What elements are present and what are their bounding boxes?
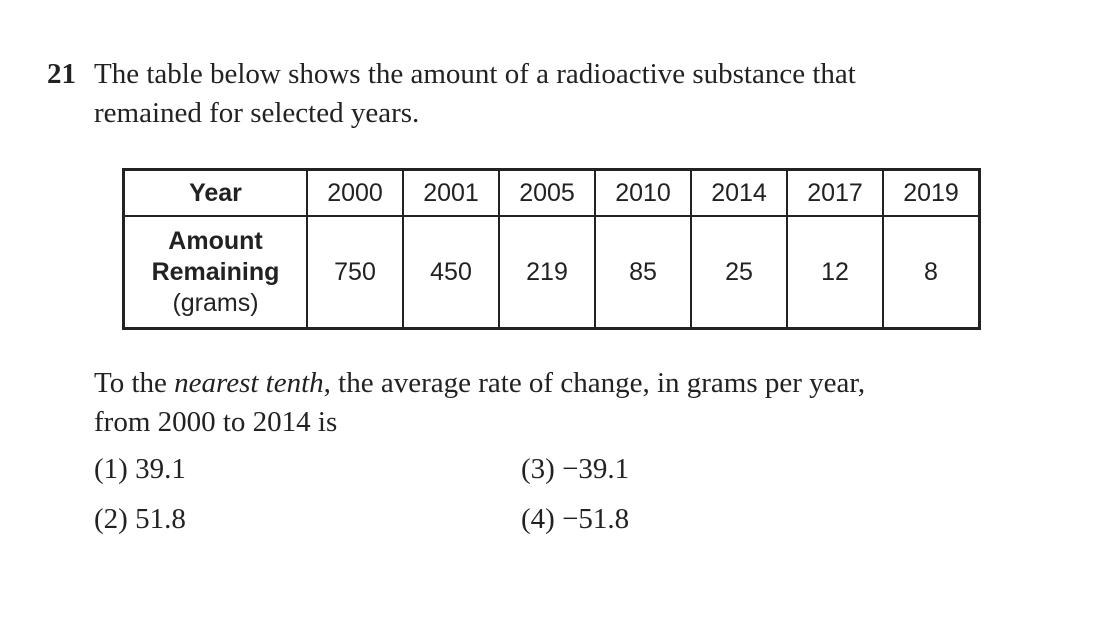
year-cell: 2010 bbox=[595, 170, 691, 217]
year-cell: 2000 bbox=[307, 170, 403, 217]
choice-4[interactable]: (4) −51.8 bbox=[521, 503, 630, 535]
year-row bbox=[124, 170, 980, 217]
year-cell: 2001 bbox=[403, 170, 499, 217]
prompt-text: To the bbox=[94, 367, 175, 399]
amount-row bbox=[124, 216, 980, 329]
year-cell: 2019 bbox=[883, 170, 980, 217]
question-number: 21 bbox=[47, 58, 76, 90]
data-table bbox=[122, 168, 981, 330]
choice-3[interactable]: (3) −39.1 bbox=[521, 453, 630, 485]
amount-cell: 8 bbox=[883, 216, 980, 329]
amount-header bbox=[124, 216, 308, 329]
year-cell: 2005 bbox=[499, 170, 595, 217]
amount-header-line1: Amount bbox=[168, 226, 263, 255]
amount-cell: 25 bbox=[691, 216, 787, 329]
amount-cell: 450 bbox=[403, 216, 499, 329]
amount-cell: 12 bbox=[787, 216, 883, 329]
amount-header-line3: (grams) bbox=[172, 288, 259, 317]
prompt-line2: from 2000 to 2014 is bbox=[94, 406, 338, 438]
question-stem-line1: The table below shows the amount of a radioactive substance that bbox=[94, 58, 856, 90]
prompt-line1 bbox=[94, 367, 865, 400]
year-cell: 2017 bbox=[787, 170, 883, 217]
question-stem-line2: remained for selected years. bbox=[94, 97, 420, 129]
prompt-emphasis: nearest tenth bbox=[174, 367, 324, 399]
year-header: Year bbox=[124, 170, 308, 217]
amount-cell: 219 bbox=[499, 216, 595, 329]
choice-2[interactable]: (2) 51.8 bbox=[94, 503, 186, 535]
amount-cell: 750 bbox=[307, 216, 403, 329]
amount-cell: 85 bbox=[595, 216, 691, 329]
prompt-text: , the average rate of change, in grams per year, bbox=[323, 367, 866, 399]
choice-1[interactable]: (1) 39.1 bbox=[94, 453, 186, 485]
year-cell: 2014 bbox=[691, 170, 787, 217]
amount-header-line2: Remaining bbox=[151, 257, 280, 286]
